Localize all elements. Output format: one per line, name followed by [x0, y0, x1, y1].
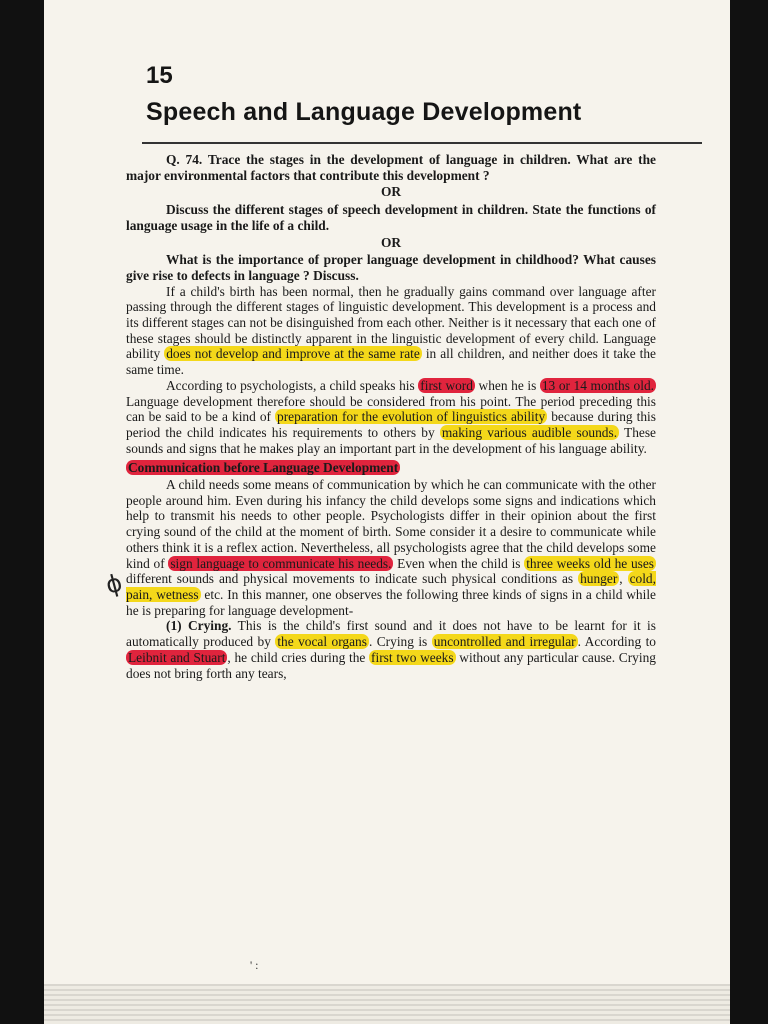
highlight-yellow: hunger	[580, 571, 618, 587]
or-divider-2: OR	[380, 234, 402, 250]
paragraph-1: If a child's birth has been normal, then he gradually gains command over language after passing through the different stages of linguistic development. This development is a process and its different stages can not be disinguished from each other. Neither is it necessary that each one of these stages should be distinctly apparent in the linguistic development of every child. Language ability does not develop and improve at the same rate in all children, and neither does it take the same time.	[126, 283, 656, 378]
chapter-number: 15	[146, 62, 173, 89]
chapter-title: Speech and Language Development	[146, 98, 582, 126]
paragraph-3: A child needs some means of communication by which he can communicate with the other people around him. Even during his infancy the child develops some signs and indications which help to transmit his needs to other people. Psychologists differ in their opinion about the first crying sound of the child at the moment of birth. Some consider it a desire to communicate while others think it is a reflex action. Nevertheless, all psychologists agree that the child develops some kind of sign language to communicate his needs. Even when the child is three weeks old he uses different sounds and physical movements to indicate such physical conditions as hunger , cold, pain, wetness etc. In this manner, one observes the following three kinds of signs in a child while he is preparing for language development-	[126, 477, 656, 618]
list-item-label: (1) Crying.	[166, 618, 232, 634]
highlight-yellow: first two weeks	[371, 649, 454, 665]
highlight-yellow: cold, pain, wetness	[126, 571, 656, 602]
highlight-red: 13 or 14 months old.	[541, 377, 654, 393]
highlight-yellow: uncontrolled and irregular	[433, 634, 576, 650]
page-stack-edge	[44, 984, 730, 1024]
highlight-red: sign language to communicate his needs.	[170, 555, 392, 571]
question-main	[126, 152, 656, 183]
highlight-yellow: preparation for the evolution of linguistics ability	[277, 409, 546, 425]
footer-marks: ' :	[250, 958, 259, 972]
highlight-yellow: does not develop and improve at the same rate	[166, 346, 420, 362]
question-label: Q. 74.	[166, 152, 203, 167]
highlight-red: first word	[420, 377, 473, 393]
highlight-yellow: the vocal organs	[277, 634, 367, 650]
question-text: Trace the stages in the development of language in children. What are the major environmental factors that contribute this development ?	[126, 152, 657, 183]
highlight-yellow: three weeks old he uses	[526, 555, 655, 571]
paragraph-4: (1) Crying. This is the child's first sound and it does not have to be learnt for it is automatically produced by the vocal organs . Crying is uncontrolled and irregular . According to Leibnit and Stuart , he child cries during the first two weeks without any particular cause. Crying does not bring forth any tears,	[126, 618, 656, 681]
book-page	[44, 0, 730, 1024]
question-alt-1: Discuss the different stages of speech development in children. State the functions of language usage in the life of a child.	[126, 202, 656, 233]
highlight-yellow: making various audible sounds.	[441, 424, 618, 440]
section-heading: Communication before Language Development	[128, 460, 399, 476]
paragraph-2: According to psychologists, a child speaks his first word when he is 13 or 14 months old. Language development therefore should be considered from his point. The period preceding this can be said to be a kind of preparation for the evolution of linguistics ability because during this period the child indicates his requirements to others by making various audible sounds. These sounds and signs that he makes play an important part in the development of his language ability.	[126, 377, 657, 456]
question-alt-2: What is the importance of proper language development in childhood? What causes give rise to defects in language ? Discuss.	[126, 252, 656, 283]
highlight-red: Leibnit and Stuart	[128, 649, 226, 665]
page-body	[126, 152, 656, 681]
title-rule	[142, 142, 702, 144]
handwritten-margin-mark: ϕ	[102, 568, 126, 600]
or-divider-1: OR	[380, 184, 402, 200]
